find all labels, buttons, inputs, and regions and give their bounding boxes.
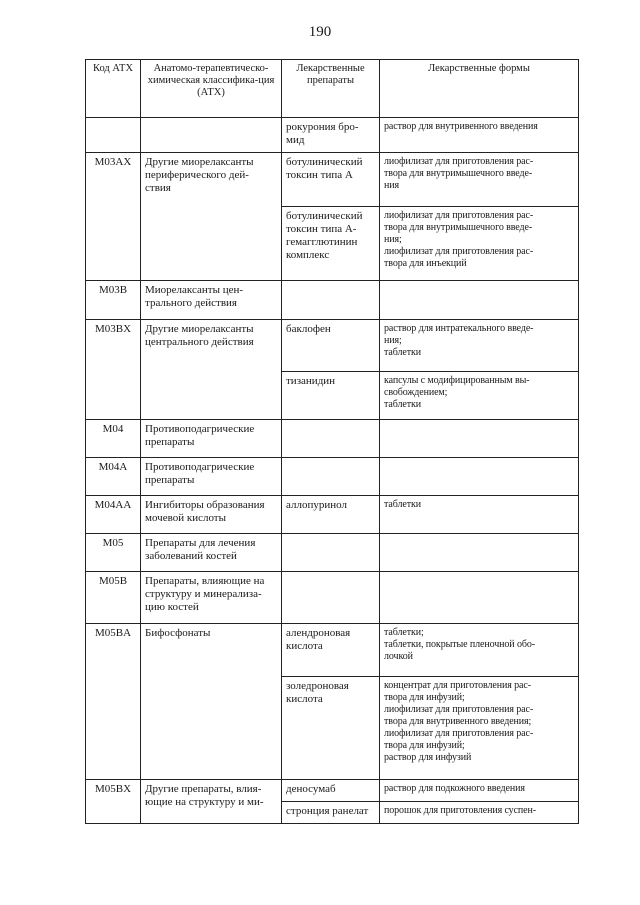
atx-class: Другие препараты, влия- ющие на структуру и ми- — [141, 780, 282, 824]
dosage-forms — [380, 572, 579, 624]
atx-class — [141, 118, 282, 153]
table-row — [86, 458, 579, 496]
dosage-forms: порошок для приготовления суспен- — [380, 802, 579, 824]
dosage-forms: капсулы с модифицированным вы- свобождением; таблетки — [380, 372, 579, 420]
table-row — [86, 572, 579, 624]
header-dosage-forms: Лекарственные формы — [380, 60, 579, 118]
atx-code: M05 — [86, 534, 141, 572]
table-row — [86, 420, 579, 458]
table-row — [86, 780, 579, 802]
drug-name: баклофен — [282, 320, 380, 372]
dosage-forms: концентрат для приготовления рас- твора для инфузий; лиофилизат для приготовления рас- твора для внутривенного введения; лиофилизат для приготовления рас- твора для инфузий; раствор для инфузий — [380, 677, 579, 780]
table-row — [86, 118, 579, 153]
dosage-forms: раствор для интратекального введе- ния; таблетки — [380, 320, 579, 372]
drug-name: тизанидин — [282, 372, 380, 420]
drug-name — [282, 534, 380, 572]
atx-class: Препараты для лечения заболеваний костей — [141, 534, 282, 572]
atx-code: M05B — [86, 572, 141, 624]
atx-class: Бифосфонаты — [141, 624, 282, 780]
table-row — [86, 624, 579, 677]
atx-code: M03B — [86, 281, 141, 320]
drug-name — [282, 572, 380, 624]
dosage-forms: лиофилизат для приготовления рас- твора для внутримышечного введе- ния; лиофилизат для приготовления рас- твора для инъекций — [380, 207, 579, 281]
atx-drug-table — [85, 59, 579, 824]
atx-class: Миорелаксанты цен- трального действия — [141, 281, 282, 320]
drug-name — [282, 420, 380, 458]
table-row — [86, 320, 579, 372]
dosage-forms — [380, 420, 579, 458]
atx-code: M05BA — [86, 624, 141, 780]
atx-class: Другие миорелаксанты центрального действия — [141, 320, 282, 420]
atx-class: Ингибиторы образования мочевой кислоты — [141, 496, 282, 534]
table-row — [86, 534, 579, 572]
atx-code: M03BX — [86, 320, 141, 420]
dosage-forms: раствор для внутривенного введения — [380, 118, 579, 153]
header-atx-code: Код АТХ — [86, 60, 141, 118]
atx-code: M03AX — [86, 153, 141, 281]
dosage-forms — [380, 458, 579, 496]
drug-name: аллопуринол — [282, 496, 380, 534]
table-row — [86, 153, 579, 207]
atx-class: Другие миорелаксанты периферического дей- ствия — [141, 153, 282, 281]
drug-name: ботулинический токсин типа А- гемагглютинин комплекс — [282, 207, 380, 281]
table-row — [86, 496, 579, 534]
header-atx-classification: Анатомо-терапевтическо-химическая классифика-ция (АТХ) — [141, 60, 282, 118]
atx-class: Препараты, влияющие на структуру и минерализа- цию костей — [141, 572, 282, 624]
drug-name: золедроновая кислота — [282, 677, 380, 780]
atx-code: M04AA — [86, 496, 141, 534]
atx-code — [86, 118, 141, 153]
drug-name: деносумаб — [282, 780, 380, 802]
drug-name: рокурония бро- мид — [282, 118, 380, 153]
dosage-forms: таблетки — [380, 496, 579, 534]
page-number: 190 — [308, 24, 332, 40]
atx-code: M05BX — [86, 780, 141, 824]
drug-name — [282, 281, 380, 320]
atx-code: M04 — [86, 420, 141, 458]
drug-name: алендроновая кислота — [282, 624, 380, 677]
dosage-forms — [380, 281, 579, 320]
atx-code: M04A — [86, 458, 141, 496]
drug-name — [282, 458, 380, 496]
dosage-forms: лиофилизат для приготовления рас- твора для внутримышечного введе- ния — [380, 153, 579, 207]
dosage-forms: таблетки; таблетки, покрытые пленочной обо- лочкой — [380, 624, 579, 677]
drug-name: ботулинический токсин типа А — [282, 153, 380, 207]
atx-class: Противоподагрические препараты — [141, 458, 282, 496]
atx-class: Противоподагрические препараты — [141, 420, 282, 458]
table-row — [86, 281, 579, 320]
drug-name: стронция ранелат — [282, 802, 380, 824]
header-drugs: Лекарственные препараты — [282, 60, 380, 118]
dosage-forms — [380, 534, 579, 572]
dosage-forms: раствор для подкожного введения — [380, 780, 579, 802]
